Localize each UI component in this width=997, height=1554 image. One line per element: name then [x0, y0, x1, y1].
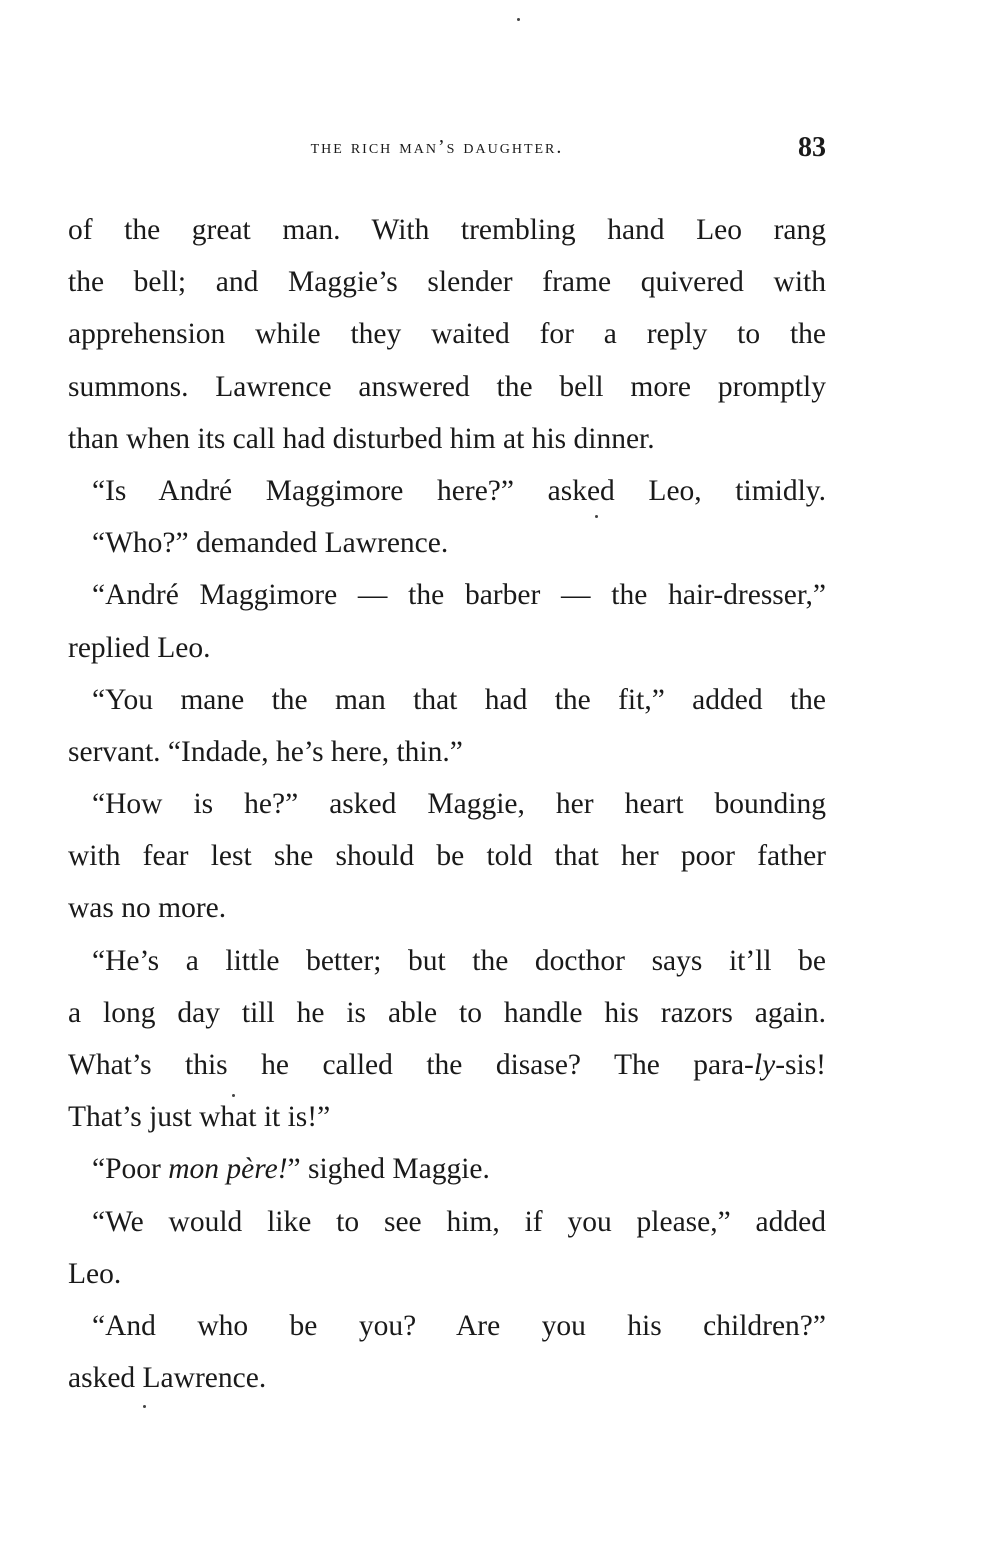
- text-line: of the great man. With trembling hand Leo rang: [68, 214, 826, 246]
- text-line: asked Lawrence.: [68, 1362, 267, 1395]
- text-line: “Who?” demanded Lawrence.: [92, 527, 449, 560]
- text-line-styled: [68, 1039, 826, 1091]
- text-line: “We would like to see him, if you please,” added: [92, 1205, 826, 1238]
- text-line: “André Maggimore — the barber — the hair-dresser,”: [92, 579, 826, 612]
- italic-segment: mon père!: [168, 1153, 288, 1186]
- italic-segment: ly: [753, 1049, 776, 1081]
- scan-speck: [143, 1405, 146, 1408]
- running-title: the rich man’s daughter.: [310, 136, 564, 158]
- text-line: Leo.: [68, 1257, 122, 1290]
- text-line: with fear lest she should be told that her poor father: [68, 840, 826, 873]
- text-segment: What’s this he called the disase? The para-: [68, 1049, 754, 1081]
- scan-speck: [232, 1094, 235, 1097]
- text-line: apprehension while they waited for a reply to the: [68, 318, 826, 351]
- text-line: replied Leo.: [68, 631, 211, 664]
- text-line: “And who be you? Are you his children?”: [92, 1309, 826, 1342]
- text-line: servant. “Indade, he’s here, thin.”: [68, 735, 463, 768]
- text-line: “He’s a little better; but the docthor says it’ll be: [92, 944, 826, 977]
- text-line: than when its call had disturbed him at his dinner.: [68, 422, 655, 455]
- page-number: 83: [798, 132, 826, 163]
- text-segment: -sis!: [775, 1049, 826, 1081]
- scan-speck: [517, 18, 520, 21]
- text-segment: “Poor: [92, 1153, 169, 1186]
- text-line: That’s just what it is!”: [68, 1101, 331, 1134]
- text-line: “Is André Maggimore here?” asked Leo, timidly.: [92, 474, 826, 507]
- running-head: [68, 132, 826, 166]
- text-line: summons. Lawrence answered the bell more promptly: [68, 370, 826, 403]
- text-line-styled: [68, 1143, 826, 1195]
- body-text: [68, 204, 826, 1404]
- scan-speck: [595, 515, 598, 518]
- text-line: “You mane the man that had the fit,” added the: [92, 683, 826, 716]
- text-line: was no more.: [68, 892, 227, 925]
- text-line: a long day till he is able to handle his razors again.: [68, 996, 826, 1029]
- text-line: “How is he?” asked Maggie, her heart bounding: [92, 788, 826, 821]
- text-line: the bell; and Maggie’s slender frame quivered with: [68, 266, 826, 299]
- text-segment: ” sighed Maggie.: [287, 1153, 490, 1186]
